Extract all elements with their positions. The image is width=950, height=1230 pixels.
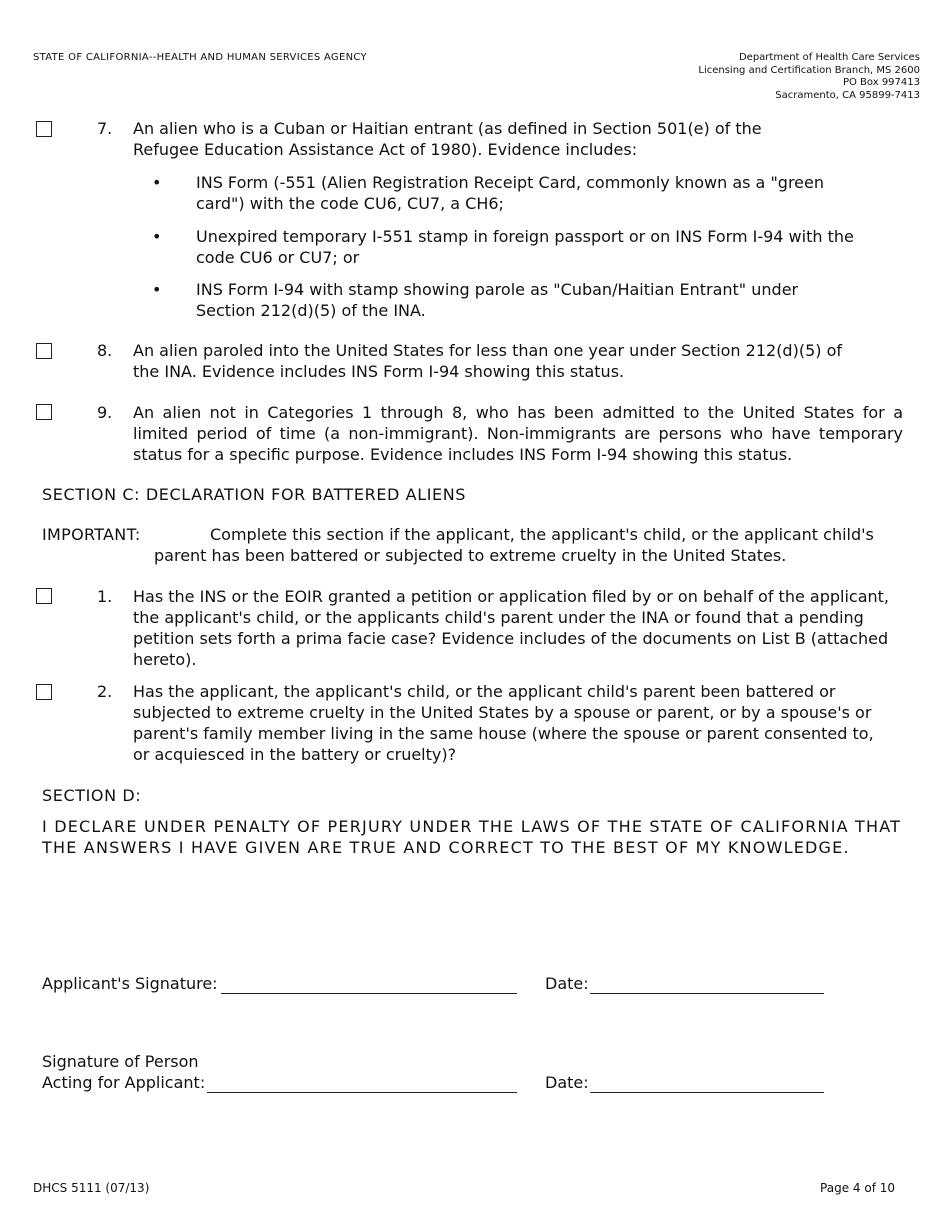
- branch-name: Licensing and Certification Branch, MS 2600: [698, 64, 920, 76]
- applicant-date-field[interactable]: [590, 973, 824, 994]
- item-7-text: An alien who is a Cuban or Haitian entrant (as defined in Section 501(e) of the Refugee Education Assistance Act of 1980). Evidence includes:: [133, 119, 762, 159]
- item-7-number: 7.: [97, 119, 113, 138]
- item-8-number: 8.: [97, 341, 113, 360]
- bullet-icon: •: [152, 227, 162, 246]
- department-address: [698, 52, 920, 102]
- bullet-icon: •: [152, 280, 162, 299]
- page-number: Page 4 of 10: [820, 1181, 895, 1195]
- section-c-title: SECTION C: DECLARATION FOR BATTERED ALIENS: [42, 485, 467, 504]
- city-zip: Sacramento, CA 95899-7413: [775, 89, 920, 101]
- bullet-icon: •: [152, 173, 162, 192]
- department-name: Department of Health Care Services: [738, 52, 920, 63]
- item-9-number: 9.: [97, 403, 113, 422]
- item-7-bullet-3: INS Form I-94 with stamp showing parole as "Cuban/Haitian Entrant" under Section 212(d)(5) of the INA.: [196, 280, 799, 320]
- item-8-checkbox[interactable]: [36, 343, 52, 359]
- applicant-signature-field[interactable]: [221, 973, 517, 994]
- date-label: Date:: [545, 974, 589, 993]
- perjury-declaration: I DECLARE UNDER PENALTY OF PERJURY UNDER THE LAWS OF THE STATE OF CALIFORNIA THAT THE ANSWERS I HAVE GIVEN ARE TRUE AND CORRECT TO THE BEST OF MY KNOWLEDGE.: [42, 817, 902, 857]
- person-acting-label: [42, 1051, 205, 1093]
- person-acting-date-field[interactable]: [590, 1072, 824, 1093]
- section-c-item-1-number: 1.: [97, 587, 113, 606]
- section-c-item-1-text: Has the INS or the EOIR granted a petition or application filed by or on behalf of the applicant, the applicant's child, or the applicants child's parent under the INA or found that a pending petition sets forth a prima facie case? Evidence includes of the documents on List B (attached hereto).: [133, 587, 889, 669]
- form-id: DHCS 5111 (07/13): [33, 1181, 150, 1195]
- person-acting-label-line-1: Signature of Person: [42, 1052, 199, 1071]
- important-text: Complete this section if the applicant, the applicant's child, or the applicant child's parent has been battered or subjected to extreme cruelty in the United States.: [154, 525, 874, 565]
- section-c-item-2-checkbox[interactable]: [36, 684, 52, 700]
- date-label: Date:: [545, 1073, 589, 1092]
- applicant-signature-label: Applicant's Signature:: [42, 974, 218, 993]
- section-c-item-1-checkbox[interactable]: [36, 588, 52, 604]
- item-7-bullet-1: INS Form (-551 (Alien Registration Receipt Card, commonly known as a "green card") with the code CU6, CU7, a CH6;: [196, 173, 825, 213]
- important-label: IMPORTANT:: [42, 525, 141, 544]
- item-7-bullet-2: Unexpired temporary I-551 stamp in foreign passport or on INS Form I-94 with the code CU6 or CU7; or: [196, 227, 854, 267]
- section-c-item-2-text: Has the applicant, the applicant's child, or the applicant child's parent been battered or subjected to extreme cruelty in the United States by a spouse or parent, or by a spouse's or parent's family member living in the same house (where the spouse or parent consented to, or acquiesced in the battery or cruelty)?: [133, 682, 874, 764]
- section-c-item-2-number: 2.: [97, 682, 113, 701]
- item-9-checkbox[interactable]: [36, 404, 52, 420]
- agency-header: STATE OF CALIFORNIA--HEALTH AND HUMAN SERVICES AGENCY: [33, 52, 367, 63]
- person-acting-signature-field[interactable]: [207, 1072, 517, 1093]
- item-9-text: An alien not in Categories 1 through 8, who has been admitted to the United States for a limited period of time (a non-immigrant). Non-immigrants are persons who have temporary status for a specific purpose. Evidence includes INS Form I-94 showing this status.: [133, 403, 903, 464]
- item-8-text: An alien paroled into the United States for less than one year under Section 212(d)(5) of the INA. Evidence includes INS Form I-94 showing this status.: [133, 341, 842, 381]
- po-box: PO Box 997413: [842, 77, 920, 88]
- person-acting-label-line-2: Acting for Applicant:: [42, 1073, 206, 1092]
- section-d-title: SECTION D:: [42, 786, 142, 805]
- item-7-checkbox[interactable]: [36, 121, 52, 137]
